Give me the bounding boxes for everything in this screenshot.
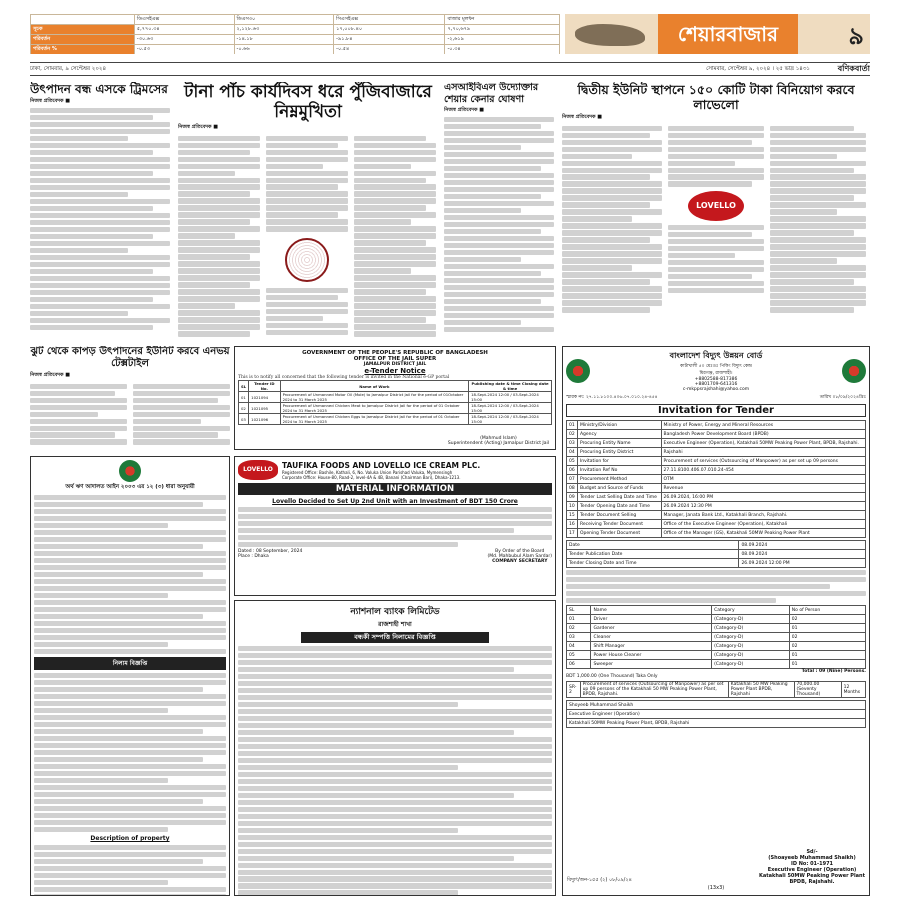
index-cell: -০.৫৩ (134, 45, 234, 55)
table-cell: 01 (789, 624, 865, 633)
table-cell: (Category-D) (712, 642, 790, 651)
table-cell: Driver (591, 615, 712, 624)
cell: 18-Sept-2024 12:00 / 03-Sept-2024 15:00 (469, 414, 552, 425)
material-subhead: Lovello Decided to Set Up 2nd Unit with an Investment of BDT 150 Crore (272, 498, 518, 505)
table-cell: 16 (567, 520, 578, 529)
table-cell: Agency (577, 430, 661, 439)
table-row (567, 624, 866, 633)
material-dated: Dated : 08 September, 2024 (238, 549, 303, 555)
cell: 01 (239, 392, 249, 403)
table-cell: 17 (567, 529, 578, 538)
table-cell: 01 (567, 615, 591, 624)
table-row (567, 541, 866, 550)
tender-manpower-table (566, 605, 866, 669)
material-address-1: Registered Office: Bashile, Kathali, 6, No. Valuka Union Parishad Valuka, Mymensingh (282, 469, 453, 475)
cell: Procurement of Unmanned Chicken Meat to Jamalpur District Jail for the period of 01 October 2024 to 31 March 2025 (280, 403, 469, 414)
tender-memo: স্মারক নং: ২৭.১১.৮১০০.৪০৬.০৭.০১০.২৪-৪৫৪ (566, 395, 658, 400)
tender-sign-name: (Shoayeeb Muhammad Shaikh) (768, 855, 856, 861)
table-cell: (Category-D) (712, 615, 790, 624)
article-headline: উৎপাদন বন্ধ এসকে ট্রিমসের (30, 82, 168, 96)
index-row-label: সূচক (31, 25, 135, 35)
article-byline: নিজস্ব প্রতিবেদক ■ (562, 114, 602, 120)
table-cell: Budget and Source of Funds (577, 484, 661, 493)
tender-date: তারিখ ০৮/০৯/২০২৪খ্রিঃ (819, 395, 866, 400)
index-cell: -০.৬৬ (234, 45, 334, 55)
national-bank-notice (234, 600, 556, 896)
table-cell: 01 (789, 651, 865, 660)
table-cell: (Category-D) (712, 624, 790, 633)
table-cell: Gardener (591, 624, 712, 633)
material-heading: MATERIAL INFORMATION (238, 483, 552, 495)
index-group: সিএসইএক্স (334, 15, 445, 25)
table-row (567, 466, 866, 475)
table-row (567, 439, 866, 448)
table-cell: 06 (567, 466, 578, 475)
tender-sign: Sd/- (806, 849, 818, 855)
cell: 18-Sept-2024 12:00 / 03-Sept-2024 15:00 (469, 392, 552, 403)
tender-eligibility (566, 570, 866, 603)
etender-office: OFFICE OF THE JAIL SUPER (353, 356, 437, 362)
tender-code: (13x3) (707, 885, 725, 891)
bull-illustration (575, 24, 645, 46)
table-cell: Tender Publication Date (567, 550, 739, 559)
table-cell: Ministry/Division (577, 421, 661, 430)
table-cell: 09 (567, 493, 578, 502)
official-address: Katakhali 50MW Peaking Power Plant, BPDB, Rajshahi (567, 719, 866, 728)
article-body-col (354, 134, 436, 338)
table-row (567, 511, 866, 520)
cell: 03 (239, 414, 249, 425)
table-row (567, 651, 866, 660)
table-row (239, 392, 552, 403)
etender-intro: This is to notify all concerned that the following tender is invited in the National e-GP portal (238, 375, 450, 380)
mujib-logo (842, 359, 866, 383)
dateline-left: ঢাকা, সোমবার, ৯ সেপ্টেম্বর ২০২৪ (30, 66, 107, 72)
table-cell: 08.09.2024 (739, 550, 866, 559)
dateline-right: সোমবার, সেপ্টেম্বর ৯, ২০২৪ । ২৫ ভাদ্র ১৪৩১ (706, 66, 810, 72)
index-cell: ১৭,০০৮.৪০ (334, 25, 445, 35)
table-cell: 26.09.2024, 16:00 PM (661, 493, 865, 502)
tender-info-table (566, 420, 866, 538)
sibl-logo (285, 238, 329, 282)
table-row (567, 520, 866, 529)
auction-desc-title: Description of property (90, 835, 170, 843)
etender-signer-title: Superintendent (Acting) Jamalpur District Jail (447, 441, 549, 446)
index-cell: -২,৬১৯ (445, 35, 560, 45)
table-cell: 02 (789, 633, 865, 642)
article-sibl-share (444, 82, 554, 342)
table-cell: Power House Cleaner (591, 651, 712, 660)
article-body-col (770, 124, 866, 314)
lovello-logo: LOVELLO (238, 460, 278, 480)
index-cell: ৭,৭০,৬৭৯ (445, 25, 560, 35)
table-cell: Sweeper (591, 660, 712, 669)
article-lovello-investment (562, 82, 870, 342)
index-cell: -৩০.৬৩ (134, 35, 234, 45)
table-cell: Office of the Manager (GS), Katakhali 50MW Peaking Power Plant (661, 529, 865, 538)
table-cell: Manager, Janata Bank Ltd., Katakhali Branch, Rajshahi. (661, 511, 865, 520)
index-group: বাজার মূলধন (445, 15, 560, 25)
tender-sign-plant: Katakhali 50MW Peaking Power Plant (759, 873, 865, 879)
etender-title: e-Tender Notice (364, 367, 426, 375)
lot-desc: Procurement of services (Outsourcing of Manpower) as per set up 09 persons of the Katakhali 50 MW Peaking Power Plant, BPDB, Rajshahi. (580, 682, 728, 698)
table-row (567, 457, 866, 466)
table-cell: (Category-D) (712, 651, 790, 660)
table-row (567, 484, 866, 493)
etender-col: Publishing date & time Closing date & time (469, 381, 552, 392)
table-cell: Procuring Entity Name (577, 439, 661, 448)
article-body (30, 382, 230, 446)
tender-lot-table (566, 681, 866, 698)
table-cell: 04 (567, 448, 578, 457)
tender-address-bn: মিরগঞ্জ, রাজশাহী। (699, 371, 733, 376)
cell: 1021094 (249, 392, 280, 403)
table-cell: Cleaner (591, 633, 712, 642)
bpdb-logo (566, 359, 590, 383)
table-cell: 10 (567, 502, 578, 511)
table-cell: 01 (789, 660, 865, 669)
table-cell: 05 (567, 457, 578, 466)
auction-title: অর্থ ঋণ আদালত আইন ২০০৩ এর ১২ (৩) ধারা অনুযায়ী (65, 484, 195, 490)
table-row (567, 493, 866, 502)
tender-heading: Invitation for Tender (566, 404, 866, 417)
table-cell: 26.09.2024 12:30 PM (661, 502, 865, 511)
table-cell: 01 (567, 421, 578, 430)
etender-signer: (Mahmud Islam) (480, 436, 517, 441)
table-row (567, 642, 866, 651)
index-corner (31, 15, 135, 25)
cell: 1021095 (249, 403, 280, 414)
article-byline: নিজস্ব প্রতিবেদক ■ (178, 124, 218, 130)
table-cell: (Category-D) (712, 633, 790, 642)
table-cell: 03 (567, 439, 578, 448)
table-cell: Tender Document Selling (577, 511, 661, 520)
table-row (567, 430, 866, 439)
table-cell: Name (591, 606, 712, 615)
material-company: TAUFIKA FOODS AND LOVELLO ICE CREAM PLC. (282, 460, 481, 470)
table-cell: 06 (567, 660, 591, 669)
tender-dates-table (566, 540, 866, 568)
table-cell: 02 (567, 430, 578, 439)
index-cell: ২,১২৮.৬৩ (234, 25, 334, 35)
table-cell: (Category-D) (712, 660, 790, 669)
table-row (567, 606, 866, 615)
etender-col: Tender ID No. (249, 381, 280, 392)
table-cell: Invitation for (577, 457, 661, 466)
etender-col: Name of Work (280, 381, 469, 392)
table-cell: 07 (567, 475, 578, 484)
tender-phone-2: +8801709-641316 (694, 382, 738, 387)
cell: Procurement of Unmanned Motor Oil (Mole) to Jamalpur District Jail for the period of 01October 2024 to 31 March 2025 (280, 392, 469, 403)
table-cell: 04 (567, 642, 591, 651)
material-place: Place : Dhaka (238, 554, 269, 560)
article-byline: নিজস্ব প্রতিবেদক ■ (30, 372, 70, 378)
bank-name: ন্যাশনাল ব্যাংক লিমিটেড (350, 607, 440, 617)
article-body (444, 117, 554, 332)
bd-government-seal (119, 460, 141, 482)
article-byline: নিজস্ব প্রতিবেদক ■ (30, 98, 70, 104)
tender-sign-org: BPDB, Rajshahi. (789, 879, 835, 885)
material-signer: (Md. Mahbubul Alam Sardar) (487, 554, 552, 560)
brand-logo: বণিকবার্তা (837, 64, 870, 73)
table-cell: Invitation Ref No (577, 466, 661, 475)
market-index-table (30, 14, 560, 54)
table-cell: Revenue (661, 484, 865, 493)
article-byline: নিজস্ব প্রতিবেদক ■ (444, 107, 484, 113)
lovello-logo: LOVELLO (688, 191, 744, 221)
etender-district: JAMALPUR DISTRICT JAIL (363, 362, 427, 367)
table-cell: 02 (789, 615, 865, 624)
table-cell: Receiving Tender Document (577, 520, 661, 529)
article-headline: এসআইবিএল উদ্যোক্তার শেয়ার কেনার ঘোষণা (444, 82, 539, 105)
index-cell: ৫,৭৭০.৩৪ (134, 25, 234, 35)
table-cell: Tender Closing Date and Time (567, 559, 739, 568)
tender-sign-id: ID No: 01-1971 (790, 861, 834, 867)
tender-email: c-mkppsrajshahi@yahoo.com (682, 387, 750, 392)
tender-total: Total : 09 (Nine) Persons. (801, 669, 866, 675)
table-row (239, 403, 552, 414)
table-row (567, 559, 866, 568)
table-row (567, 448, 866, 457)
table-cell: Category (712, 606, 790, 615)
index-group: ডিএস৩০ (234, 15, 334, 25)
article-body-col (266, 134, 348, 338)
table-cell: No of Person (789, 606, 865, 615)
tender-board-bn: বাংলাদেশ বিদ্যুৎ উন্নয়ন বোর্ড (669, 351, 763, 360)
index-cell: -৯১.৮৪ (334, 35, 445, 45)
material-address-2: Corporate Office: House-80, Road-2, level-4A & 4B, Banani (Chairman Bari), Dhaka-1213. (282, 474, 461, 480)
lot-location: Katakhali 50 MW Peaking Power Plant BPDB, Rajshahi (728, 682, 794, 698)
tender-price: BDT 1,000.00 (One Thousand) Taka Only (566, 674, 658, 680)
table-cell: 15 (567, 511, 578, 520)
tender-sign-title: Executive Engineer (Operation) (767, 867, 857, 873)
table-cell: Ministry of Power, Energy and Mineral Resources (661, 421, 865, 430)
etender-gov-head: GOVERNMENT OF THE PEOPLE'S REPUBLIC OF BANGLADESH (302, 350, 488, 356)
table-row (567, 550, 866, 559)
index-cell: -০.৩৪ (445, 45, 560, 55)
table-row (567, 660, 866, 669)
table-cell: Shift Manager (591, 642, 712, 651)
bank-title: বন্ধকী সম্পত্তি নিলামের বিজ্ঞপ্তি (301, 632, 489, 643)
article-body-col (668, 124, 764, 314)
etender-notice (234, 346, 556, 450)
table-row (567, 475, 866, 484)
bpdb-tender-notice (562, 346, 870, 896)
article-envoy-textile (30, 346, 230, 446)
table-row (239, 414, 552, 425)
index-cell: -০.৫৪ (334, 45, 445, 55)
table-row (567, 529, 866, 538)
tender-footer-bn: বিদ্যুৎ/জন-১৫৫ (২) ০৮/০৯/২৪ (567, 877, 632, 883)
table-cell: 05 (567, 651, 591, 660)
table-cell: 02 (567, 624, 591, 633)
index-group: ডিএসইএক্স (134, 15, 234, 25)
article-body (30, 108, 170, 330)
table-cell: 03 (567, 633, 591, 642)
tender-plant-bn: কাটাখালী ৫০ মেঃওঃ পিকিং বিদ্যুৎ কেন্দ্র (680, 364, 752, 369)
article-headline: টানা পাঁচ কার্যদিবস ধরে পুঁজিবাজারে নিম্নমুখিতা (184, 82, 432, 122)
index-row-label: পরিবর্তন % (31, 45, 135, 55)
table-cell: Tender Opening Date and Time (577, 502, 661, 511)
table-row (567, 615, 866, 624)
page-number: ৯ (848, 22, 864, 50)
tender-phone-1: +8802588-817386 (694, 377, 738, 382)
article-headline: দ্বিতীয় ইউনিট স্থাপনে ১৫০ কোটি টাকা বিনিয়োগ করবে লাভেলো (577, 82, 855, 112)
cell: 18-Sept-2024 12:00 / 03-Sept-2024 15:00 (469, 403, 552, 414)
material-signer-title: COMPANY SECRETARY (492, 559, 548, 565)
table-cell: 08 (567, 484, 578, 493)
table-cell: OTM (661, 475, 865, 484)
lot-security: 70,000.00 (Seventy Thousand) (794, 682, 841, 698)
table-cell: Date (567, 541, 739, 550)
cell: 02 (239, 403, 249, 414)
table-cell: SL (567, 606, 591, 615)
lot-time: 12 Months (841, 682, 865, 698)
bank-branch: রাজশাহী শাখা (378, 621, 412, 628)
official-designation: Executive Engineer (Operation) (567, 710, 866, 719)
cell: 1021096 (249, 414, 280, 425)
table-cell: Executive Engineer (Operation), Katakhali 50MW Peaking Power Plant, BPDB, Rajshahi. (661, 439, 865, 448)
article-body-col (562, 124, 662, 314)
auction-notice-head: নিলাম বিজ্ঞপ্তি (34, 657, 226, 670)
tender-official-table (566, 700, 866, 728)
section-title: শেয়ারবাজার (658, 14, 798, 54)
lot-no: SR-2 (567, 682, 581, 698)
auction-notice (30, 456, 230, 896)
article-market-decline (178, 82, 438, 342)
table-cell: Procurement of services (Outsourcing of Manpower) as per set up 09 persons (661, 457, 865, 466)
masthead (30, 14, 870, 54)
table-row (567, 682, 866, 698)
table-cell: Opening Tender Document (577, 529, 661, 538)
table-cell: 26.09.2024 12:00 PM (739, 559, 866, 568)
table-cell: Procuring Entity District (577, 448, 661, 457)
etender-col: SL (239, 381, 249, 392)
material-by-order: By Order of the Board (495, 549, 545, 555)
table-cell: Rajshahi (661, 448, 865, 457)
cell: Procurement of Unmanned Chicken Eggs to Jamalpur District Jail for the period of 01 October 2024 to 31 March 2025 (280, 414, 469, 425)
article-headline: ঝুট থেকে কাপড় উৎপাদনের ইউনিট করবে এনভয় টেক্সটাইল (30, 346, 230, 369)
table-cell: Procurement Method (577, 475, 661, 484)
table-cell: Tender Last Selling Date and Time (577, 493, 661, 502)
table-row (567, 421, 866, 430)
article-sk-trims (30, 82, 170, 342)
table-cell: 02 (789, 642, 865, 651)
table-row (567, 633, 866, 642)
table-cell: Bangladesh Power Development Board (BPDB) (661, 430, 865, 439)
article-body-col (178, 134, 260, 338)
index-row-label: পরিবর্তন (31, 35, 135, 45)
table-row (567, 502, 866, 511)
etender-table (238, 380, 552, 425)
dateline (30, 62, 870, 76)
index-cell: -১৪.১৮ (234, 35, 334, 45)
table-cell: Office of the Executive Engineer (Operation), Katakhali (661, 520, 865, 529)
table-cell: 27.11.8100.406.07.010.24-454 (661, 466, 865, 475)
table-cell: 08.09.2024 (739, 541, 866, 550)
official-name: Shoyeeb Muhammad Shaikh (567, 701, 866, 710)
material-information-notice (234, 456, 556, 596)
